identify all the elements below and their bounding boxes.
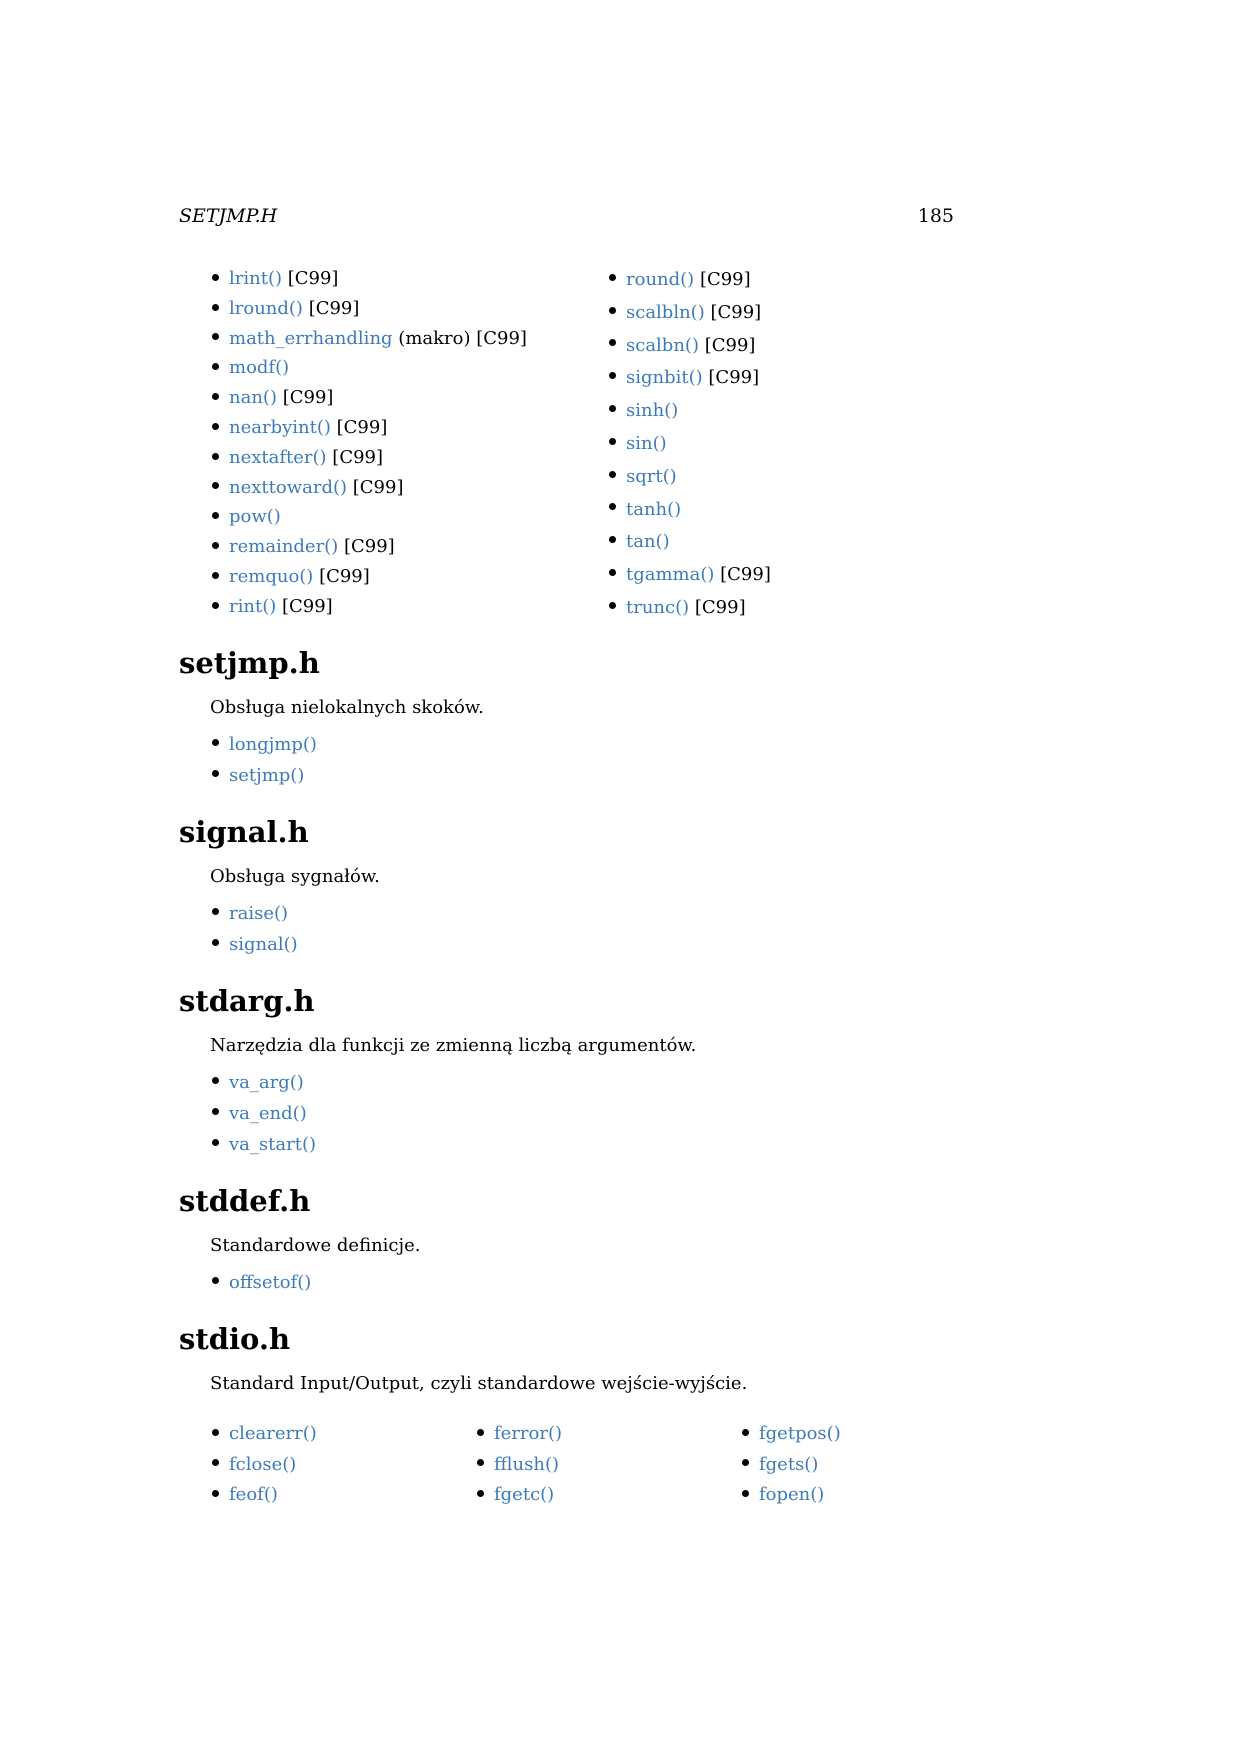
function-link[interactable]: va_end() <box>229 1103 307 1124</box>
list-item <box>609 395 771 428</box>
section-description-stdio: Standard Input/Output, czyli standardowe wejście-wyjście. <box>210 1373 748 1394</box>
section-title-stdarg: stdarg.h <box>179 984 315 1018</box>
function-link[interactable]: nextafter() <box>229 446 327 468</box>
list-item <box>477 1480 562 1511</box>
function-link[interactable]: lrint() <box>229 268 282 289</box>
list-item <box>212 532 527 562</box>
list-item <box>742 1419 841 1450</box>
list-item <box>212 1098 316 1129</box>
function-link[interactable]: nan() <box>229 387 277 409</box>
section-title-stdio: stdio.h <box>179 1322 291 1356</box>
list-item <box>212 324 527 354</box>
standard-tag: [C99] <box>699 269 751 290</box>
standard-tag: [C99] <box>352 476 404 498</box>
function-link[interactable]: raise() <box>229 903 289 924</box>
list-item <box>212 1129 316 1160</box>
function-link[interactable]: lround() <box>229 297 303 319</box>
list-item <box>212 443 527 473</box>
standard-tag: [C99] <box>332 446 384 468</box>
function-link[interactable]: sin() <box>626 432 667 454</box>
stdio-function-list-col1 <box>212 1419 317 1511</box>
function-link[interactable]: fgetc() <box>494 1484 555 1505</box>
standard-tag: [C99] <box>720 564 771 586</box>
standard-tag: [C99] <box>694 596 746 618</box>
section-title-setjmp: setjmp.h <box>179 646 320 680</box>
function-link[interactable]: fopen() <box>759 1484 825 1505</box>
list-item <box>609 526 771 559</box>
function-link[interactable]: trunc() <box>626 596 690 618</box>
math-function-list-left <box>212 264 527 622</box>
stdio-function-list-col2 <box>477 1419 562 1511</box>
section-description-stddef: Standardowe definicje. <box>210 1235 421 1256</box>
list-item <box>609 330 771 363</box>
section-title-stddef: stddef.h <box>179 1184 311 1218</box>
function-link[interactable]: sinh() <box>626 400 679 422</box>
function-link[interactable]: ferror() <box>494 1423 563 1444</box>
function-link[interactable]: va_start() <box>229 1134 316 1155</box>
function-link[interactable]: tanh() <box>626 498 682 520</box>
standard-tag: [C99] <box>282 387 334 409</box>
list-item <box>609 494 771 527</box>
list-item <box>609 362 771 395</box>
section-title-signal: signal.h <box>179 815 309 849</box>
function-link[interactable]: remquo() <box>229 565 314 587</box>
section-description-setjmp: Obsługa nielokalnych skoków. <box>210 697 484 718</box>
list-item <box>609 428 771 461</box>
function-link[interactable]: feof() <box>229 1484 278 1505</box>
function-link[interactable]: nexttoward() <box>229 476 348 498</box>
list-item <box>609 297 771 330</box>
standard-tag: [C99] <box>319 565 370 587</box>
standard-tag: [C99] <box>336 416 388 438</box>
list-item <box>212 473 527 503</box>
list-item <box>212 592 527 622</box>
list-item <box>212 294 527 324</box>
list-item <box>212 1450 317 1481</box>
list-item <box>212 383 527 413</box>
function-link[interactable]: sqrt() <box>626 465 677 487</box>
list-item <box>212 1267 311 1298</box>
list-item <box>212 353 527 383</box>
function-link[interactable]: modf() <box>229 357 290 379</box>
list-item <box>742 1450 841 1481</box>
page-header <box>179 205 954 231</box>
function-link[interactable]: scalbn() <box>626 334 699 356</box>
running-title: SETJMP.H <box>179 205 278 227</box>
signal-function-list <box>212 898 298 960</box>
function-link[interactable]: tan() <box>626 531 670 553</box>
stdio-function-list-col3 <box>742 1419 841 1511</box>
standard-tag: [C99] <box>704 334 756 356</box>
list-item <box>477 1450 562 1481</box>
standard-tag: [C99] <box>708 367 760 389</box>
section-description-signal: Obsługa sygnałów. <box>210 866 380 887</box>
function-link[interactable]: signbit() <box>626 367 703 389</box>
function-link[interactable]: round() <box>626 269 695 290</box>
function-link[interactable]: fflush() <box>494 1453 560 1475</box>
list-item <box>212 1480 317 1511</box>
list-item <box>609 264 771 297</box>
stdarg-function-list <box>212 1067 316 1160</box>
list-item <box>742 1480 841 1511</box>
list-item <box>609 461 771 494</box>
function-link[interactable]: setjmp() <box>229 765 305 786</box>
list-item <box>609 592 771 625</box>
function-link[interactable]: remainder() <box>229 536 339 558</box>
page-number: 185 <box>917 205 954 227</box>
function-link[interactable]: fgetpos() <box>759 1423 841 1444</box>
function-link[interactable]: clearerr() <box>229 1423 317 1444</box>
function-link[interactable]: fgets() <box>759 1453 819 1475</box>
standard-tag: [C99] <box>281 595 333 617</box>
list-item <box>212 760 317 791</box>
function-link[interactable]: pow() <box>229 506 281 528</box>
list-item <box>212 898 298 929</box>
standard-tag: [C99] <box>287 268 339 289</box>
list-item <box>212 929 298 960</box>
function-link[interactable]: scalbln() <box>626 301 705 323</box>
section-description-stdarg: Narzędzia dla funkcji ze zmienną liczbą argumentów. <box>210 1035 697 1056</box>
function-link[interactable]: rint() <box>229 595 277 617</box>
setjmp-function-list <box>212 729 317 791</box>
list-item <box>212 413 527 443</box>
list-item <box>477 1419 562 1450</box>
list-item <box>212 502 527 532</box>
standard-tag: [C99] <box>343 536 395 558</box>
list-item <box>212 264 527 294</box>
list-item <box>609 559 771 592</box>
list-item <box>212 729 317 760</box>
function-link[interactable]: nearbyint() <box>229 416 331 438</box>
stddef-function-list <box>212 1267 311 1298</box>
list-item <box>212 1067 316 1098</box>
standard-tag: (makro) [C99] <box>398 327 527 349</box>
function-link[interactable]: signal() <box>229 934 298 955</box>
function-link[interactable]: math_errhandling <box>229 327 393 349</box>
function-link[interactable]: offsetof() <box>229 1272 312 1293</box>
math-function-list-right <box>609 264 771 625</box>
function-link[interactable]: va_arg() <box>229 1072 304 1093</box>
function-link[interactable]: tgamma() <box>626 564 715 586</box>
standard-tag: [C99] <box>308 297 360 319</box>
list-item <box>212 562 527 592</box>
function-link[interactable]: longjmp() <box>229 734 317 755</box>
function-link[interactable]: fclose() <box>229 1453 297 1475</box>
standard-tag: [C99] <box>710 301 762 323</box>
list-item <box>212 1419 317 1450</box>
